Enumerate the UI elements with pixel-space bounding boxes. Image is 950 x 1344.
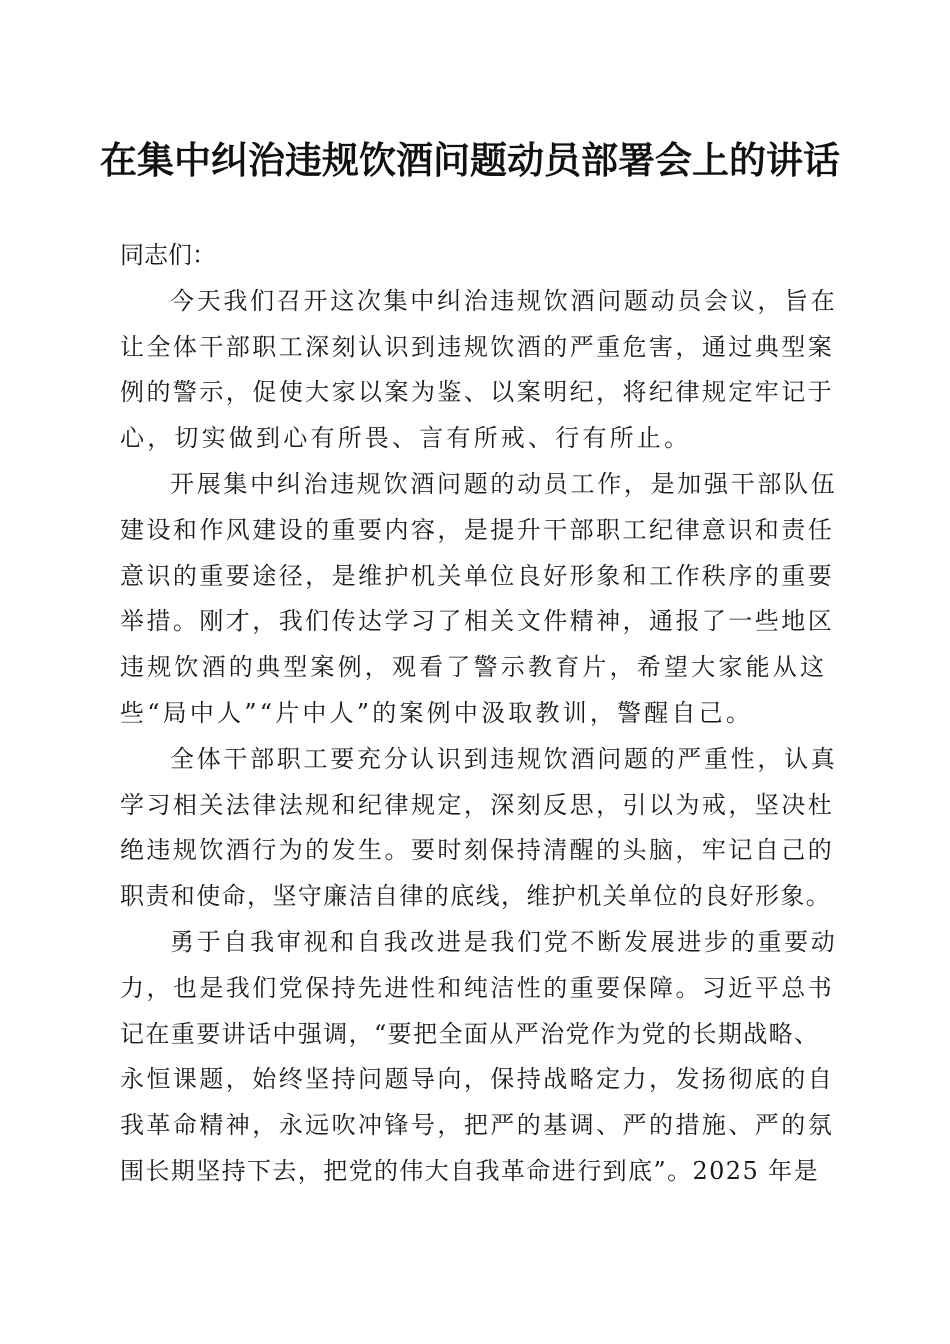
paragraph-line: 违规饮酒的典型案例，观看了警示教育片，希望大家能从这 (120, 653, 828, 682)
paragraph-line: 今天我们召开这次集中纠治违规饮酒问题动员会议，旨在 (170, 286, 838, 315)
paragraph-line: 围长期坚持下去，把党的伟大自我革命进行到底”。2025 年是 (120, 1156, 819, 1185)
paragraph-line: 记在重要讲话中强调，“要把全面从严治党作为党的长期战略、 (120, 1019, 820, 1048)
paragraph-line: 绝违规饮酒行为的发生。要时刻保持清醒的头脑，牢记自己的 (120, 836, 835, 865)
document-title: 在集中纠治违规饮酒问题动员部署会上的讲话 (100, 138, 840, 182)
salutation: 同志们： (120, 241, 216, 269)
paragraph-line: 我革命精神，永远吹冲锋号，把严的基调、严的措施、严的氛 (120, 1111, 835, 1140)
paragraph-line: 开展集中纠治违规饮酒问题的动员工作，是加强干部队伍 (170, 469, 838, 498)
paragraph-line: 永恒课题，始终坚持问题导向，保持战略定力，发扬彻底的自 (120, 1065, 835, 1094)
paragraph-1 (120, 279, 838, 462)
paragraph-line: 职责和使命，坚守廉洁自律的底线，维护机关单位的良好形象。 (120, 882, 832, 911)
paragraph-line: 全体干部职工要充分认识到违规饮酒问题的严重性，认真 (170, 744, 838, 773)
paragraph-3 (120, 737, 838, 920)
document-body (120, 233, 838, 1195)
paragraph-line: 力，也是我们党保持先进性和纯洁性的重要保障。习近平总书 (120, 973, 835, 1002)
paragraph-2 (120, 462, 838, 737)
paragraph-line: 些“局中人”“片中人”的案例中汲取教训，警醒自己。 (120, 698, 754, 727)
paragraph-line: 勇于自我审视和自我改进是我们党不断发展进步的重要动 (170, 927, 838, 956)
paragraph-line: 让全体干部职工深刻认识到违规饮酒的严重危害，通过典型案 (120, 332, 835, 361)
paragraph-line: 举措。刚才，我们传达学习了相关文件精神，通报了一些地区 (120, 607, 835, 636)
paragraph-line: 意识的重要途径，是维护机关单位良好形象和工作秩序的重要 (120, 561, 835, 590)
paragraph-4 (120, 920, 838, 1195)
paragraph-line: 建设和作风建设的重要内容，是提升干部职工纪律意识和责任 (120, 515, 835, 544)
paragraph-line: 例的警示，促使大家以案为鉴、以案明纪，将纪律规定牢记于 (120, 378, 835, 407)
paragraph-line: 心，切实做到心有所畏、言有所戒、行有所止。 (120, 424, 692, 453)
paragraph-line: 学习相关法律法规和纪律规定，深刻反思，引以为戒，坚决杜 (120, 790, 835, 819)
